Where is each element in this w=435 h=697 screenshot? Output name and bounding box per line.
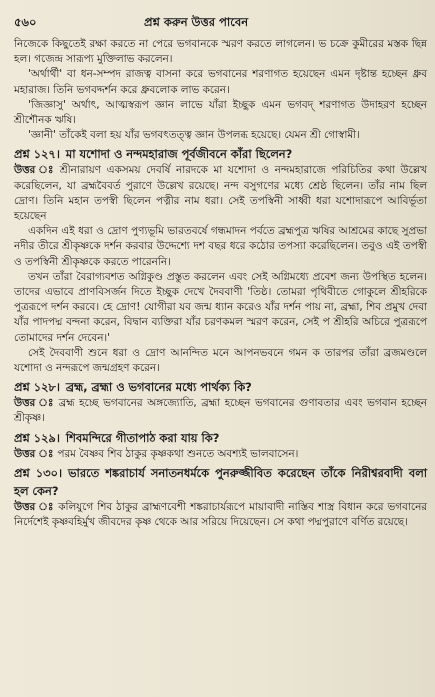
answer-label: উত্তর ঃ (14, 164, 56, 177)
paragraph: তখন তাঁরা বৈরাগ্যবশত অগ্নিকুণ্ড প্রস্তুত করলেন এবং সেই অগ্নিমধ্যে প্রবেশ জন্য উপস্থিত হলেন। তাদের এভাবে প্রাণবিসর্জন দিতে ইচ্ছুক দেখে দৈববাণী 'তিষ্ঠ। তোমরা পৃথিবীতে গোকুলে শ্রীহরিকে পুত্ররূপে দর্শন করবে। হে দ্রোণ! যোগীরা যব জন্ম ধ্যান করেও যাঁর দর্শন পায় না, ব্রহ্মা, শিব প্রমুখ দেবা যাঁর পাদপদ্ম বন্দনা করেন, বিদ্বান ব্যক্তিরা যাঁর চরণকমল স্মরণ করেন, সেই প শ্রীহরি অচিরে পুত্ররূপে তোমাদের দর্শন দেবেন।' (14, 270, 427, 344)
answer-label: উত্তর ঃ (14, 447, 54, 460)
question-number: প্রশ্ন ১২৯। (14, 430, 60, 445)
question-text: ভারতে শঙ্করাচার্য সনাতনধর্মকে পুনরুজ্জীবিত করেছেন তাঁকে নিরীশ্বরবাদী বলা হল কেন? (14, 465, 427, 498)
question-text: ব্রহ্ম, ব্রহ্মা ও ভগবানের মধ্যে পার্থক্য কি? (65, 380, 252, 395)
page-body (14, 37, 427, 530)
question-number: প্রশ্ন ১২৮। (14, 380, 60, 395)
answer-text: ব্রহ্ম হচ্ছে ভগবানের অঙ্গজ্যোতি, ব্রহ্মা হচ্ছেন ভগবানের গুণাবতার এবং ভগবান হচ্ছেন শ্রীকৃষ্ণ। (14, 397, 428, 425)
answer-paragraph (14, 163, 427, 224)
answer-paragraph (14, 500, 427, 530)
answer-text: শ্রীনারায়ণ একসময় দেবর্ষি নারদকে মা যশোদা ও নন্দমহারাজে পরিচিতির কথা উল্লেখ করেছিলেন, যা ব্রহ্মবৈবর্ত পুরাণে উল্লেখ রয়েছে। নন্দ বসুগণের মধ্যে শ্রেষ্ঠ ছিলেন। তাঁর নাম ছিল দ্রোণ। তিনি মহান তপস্বী ছিলেন পত্নীর নাম ধরা। সেই তপস্বিনী সাধ্বী ধরা যশোদারূপে আবির্ভূতা হয়েছেন (14, 164, 427, 223)
question-text: শিবমন্দিরে গীতাপাঠ করা যায় কি? (65, 430, 220, 445)
paragraph: 'জ্ঞানী' তাঁকেই বলা হয় যাঁর ভগবৎতত্ত্ব জ্ঞান উপলব্ধ হয়েছে। যেমন শ্রী গোস্বামী। (28, 129, 360, 142)
paragraph: 'অর্থার্থী' বা ধন-সম্পদ রাজত্ব বাসনা করে ভগবানের শরণাগত হয়েছেন এমন দৃষ্টান্ত হচ্ছেন ধ্রুব মহারাজ। তিনি ভগবদ্দর্শন করে ধ্রুবলোক লাভ করেন। (14, 68, 427, 96)
answer-text: কলিযুগে শিব ঠাকুর ব্রাহ্মণবেশী শঙ্করাচার্যরূপে মায়াবাদী নাস্তিব শাস্ত্র বিধান করে ভগবানের নির্দেশেই কৃষ্ণবহির্মুখ জীবদের কৃষ্ণ থেকে আর সরিয়ে দিয়েছেন। সে কথা পদ্মপুরাণে বর্ণিত রয়েছে। (14, 500, 427, 529)
paragraph: নিজেকে কিছুতেই রক্ষা করতে না পেরে ভগবানকে স্মরণ করতে লাগলেন। ভ চক্রে কুমীরের মস্তক ছিন্ন হল। গজেন্দ্র সারূপ্য মুক্তিলাভ করলেন। (14, 38, 427, 66)
paragraph: সেই দৈববাণী শুনে ধরা ও দ্রোণ আনন্দিত মনে আপনভবনে গমন ক তারপর তাঁরা ব্রজমণ্ডলে যশোদা ও নন্দরূপে জন্মগ্রহণ করেন। (14, 346, 427, 375)
answer-paragraph (14, 447, 427, 462)
question-heading (14, 429, 427, 447)
question-heading (14, 378, 427, 396)
paragraph: 'জিজ্ঞাসু' অর্থাৎ, আত্মস্বরূপ জ্ঞান লাভে যাঁরা ইচ্ছুক এমন ভগবদ্ শরণাগত উদাহরণ হচ্ছেন শ্রীশৌনক ঋষি। (14, 98, 427, 127)
answer-paragraph (14, 396, 427, 426)
question-text: মা যশোদা ও নন্দমহারাজ পূর্বজীবনে কাঁরা ছিলেন? (65, 147, 293, 162)
question-number: প্রশ্ন ১৩০। (14, 465, 63, 480)
page-header (14, 14, 427, 37)
paragraph: একদিন এই ধরা ও দ্রোণ পুণ্যভূমি ভারতবর্ষে গন্ধমাদন পর্বতে ব্রহ্মপুত্র ঋষির আশ্রমের কাছে সুপ্রভা নদীর তীরে শ্রীকৃষ্ণকে দর্শন করবার উদ্দেশ্যে দশ বছর ধরে কঠোর তপস্যা করেছিলেন। তবুও এই তপস্বী ও তপস্বিনী শ্রীকৃষ্ণকে করতে পারেননি। (14, 225, 427, 268)
running-title: প্রশ্ন করুন উত্তর পাবেন (144, 15, 249, 29)
answer-label: উত্তর ঃ (14, 500, 55, 513)
answer-label: উত্তর ঃ (14, 397, 55, 410)
question-number: প্রশ্ন ১২৭। (14, 147, 60, 162)
question-heading (14, 464, 427, 500)
question-heading (14, 145, 427, 163)
page-number: ৫৬০ (14, 15, 37, 29)
answer-text: পরম বৈষ্ণব শিব ঠাকুর কৃষ্ণকথা শুনতে অবশ্যই ভালবাসেন। (57, 447, 299, 460)
